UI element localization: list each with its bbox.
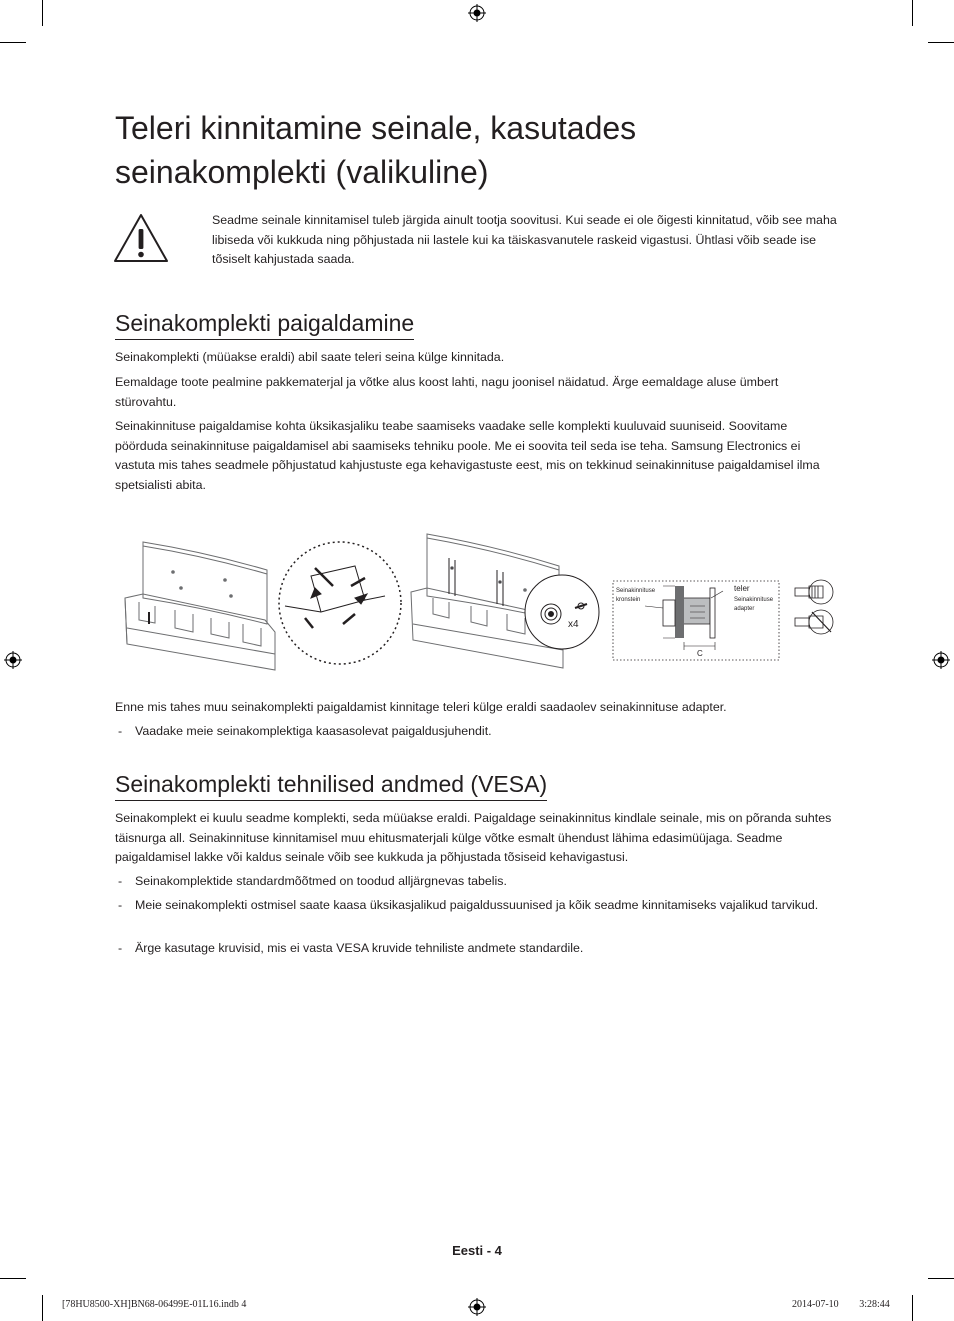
tv-on-packaging-illustration — [125, 542, 275, 670]
crop-mark — [912, 1295, 913, 1321]
adapter-label-line1: Seinakinnituse — [734, 597, 774, 603]
paragraph: Eemaldage toote pealmine pakkematerjal ja võtke alus koost lahti, nagu joonisel näidatud. Ärge eemaldage aluse ümbert stürovahtu. — [115, 375, 779, 409]
bracket-label-line2: kronstein — [616, 597, 641, 603]
bracket-label-line1: Seinakinnituse — [616, 588, 656, 594]
count-label: x4 — [568, 619, 579, 630]
list-item — [115, 896, 837, 936]
page-number: Eesti - 4 — [452, 1243, 502, 1258]
crop-mark — [928, 1278, 954, 1279]
distance-label: C — [697, 649, 703, 658]
registration-mark-icon — [468, 4, 486, 22]
crop-mark — [912, 0, 913, 26]
tv-label: teler — [734, 584, 750, 593]
registration-mark-icon — [932, 651, 950, 669]
incorrect-screw-icon — [795, 610, 833, 634]
list-item — [115, 722, 837, 742]
correct-screw-icon — [795, 580, 833, 604]
list-item-text: Seinakomplektide standardmõõtmed on toodud alljärgnevas tabelis. — [135, 874, 507, 888]
list-item-text: Vaadake meie seinakomplektiga kaasasolevat paigaldusjuhendit. — [135, 724, 492, 738]
paragraph: Seinakinnituse paigaldamise kohta üksikasjaliku teabe saamiseks vaadake selle komplekti kuuluvaid suuniseid. Soovitame pöörduda seinakinnituse paigaldamisel abi saamiseks tehniku poole. Me ei soovita teil seda ise teha. Samsung Electronics ei vastuta mis tahes seadmele põhjustatud kahjustuste ega kehavigastuste eest, mis on tekkinud seinakinnituse paigaldamisel ilma spetsialisti abita. — [115, 419, 820, 492]
list-item-text: Ärge kasutage kruvisid, mis ei vasta VESA kruvide tehniliste andmete standardile. — [135, 941, 584, 955]
section-heading-vesa: Seinakomplekti tehnilised andmed (VESA) — [115, 770, 547, 801]
section-heading-installation: Seinakomplekti paigaldamine — [115, 309, 414, 340]
list-item-text: Meie seinakomplekti ostmisel saate kaasa üksikasjalikud paigaldussuunised ja kõik seadme kinnitamiseks vajalikud tarvikud. — [135, 898, 819, 912]
paragraph: Seinakomplekt ei kuulu seadme komplekti, seda müüakse eraldi. Paigaldage seinakinnitus kindlale seinale, mis on põranda suhtes täisnurga all. Seinakinnituse kinnitamisel muu ehitusmaterjali külge võtke esmalt ühendust lähima edasimüüjaga. Seadme paigaldamisel lakke või kaldus seinale võib see kukkuda ja põhjustada tõsiseid kehavigastusi. — [115, 811, 832, 864]
list-item — [115, 939, 837, 959]
bullet-dash: - — [118, 898, 123, 912]
warning-triangle-icon — [112, 211, 170, 265]
paragraph: Enne mis tahes muu seinakomplekti paigaldamist kinnitage teleri külge eraldi saadaolev seinakinnituse adapter. — [115, 700, 727, 714]
bullet-dash: - — [118, 941, 123, 955]
list-item — [115, 872, 837, 892]
print-slug-left: [78HU8500-XH]BN68-06499E-01L16.indb 4 — [62, 1299, 247, 1310]
crop-mark — [928, 42, 954, 43]
print-slug-right: 2014-07-10 ￿￿ 3:28:44 — [792, 1299, 890, 1310]
warning-text: Seadme seinale kinnitamisel tuleb järgida ainult tootja soovitusi. Kui seade ei ole õigesti kinnitatud, võib see maha libiseda või kukkuda ning põhjustada nii lastele kui ka täiskasvanutele raskeid vigastusi. Ühtlasi võib seade ise tõsiselt kahjustada saada. — [212, 213, 837, 266]
page-title: Teleri kinnitamine seinale, kasutades seinakomplekti (valikuline) — [115, 110, 637, 190]
adapter-label-line2: adapter — [734, 606, 755, 612]
crop-mark — [0, 42, 26, 43]
wall-mount-figure — [115, 528, 840, 678]
registration-mark-icon — [4, 651, 22, 669]
crop-mark — [0, 1278, 26, 1279]
bullet-dash: - — [118, 874, 123, 888]
bullet-dash: - — [118, 724, 123, 738]
crop-mark — [42, 0, 43, 26]
paragraph: Seinakomplekti (müüakse eraldi) abil saate teleri seina külge kinnitada. — [115, 350, 505, 364]
crop-mark — [42, 1295, 43, 1321]
registration-mark-icon — [468, 1298, 486, 1316]
